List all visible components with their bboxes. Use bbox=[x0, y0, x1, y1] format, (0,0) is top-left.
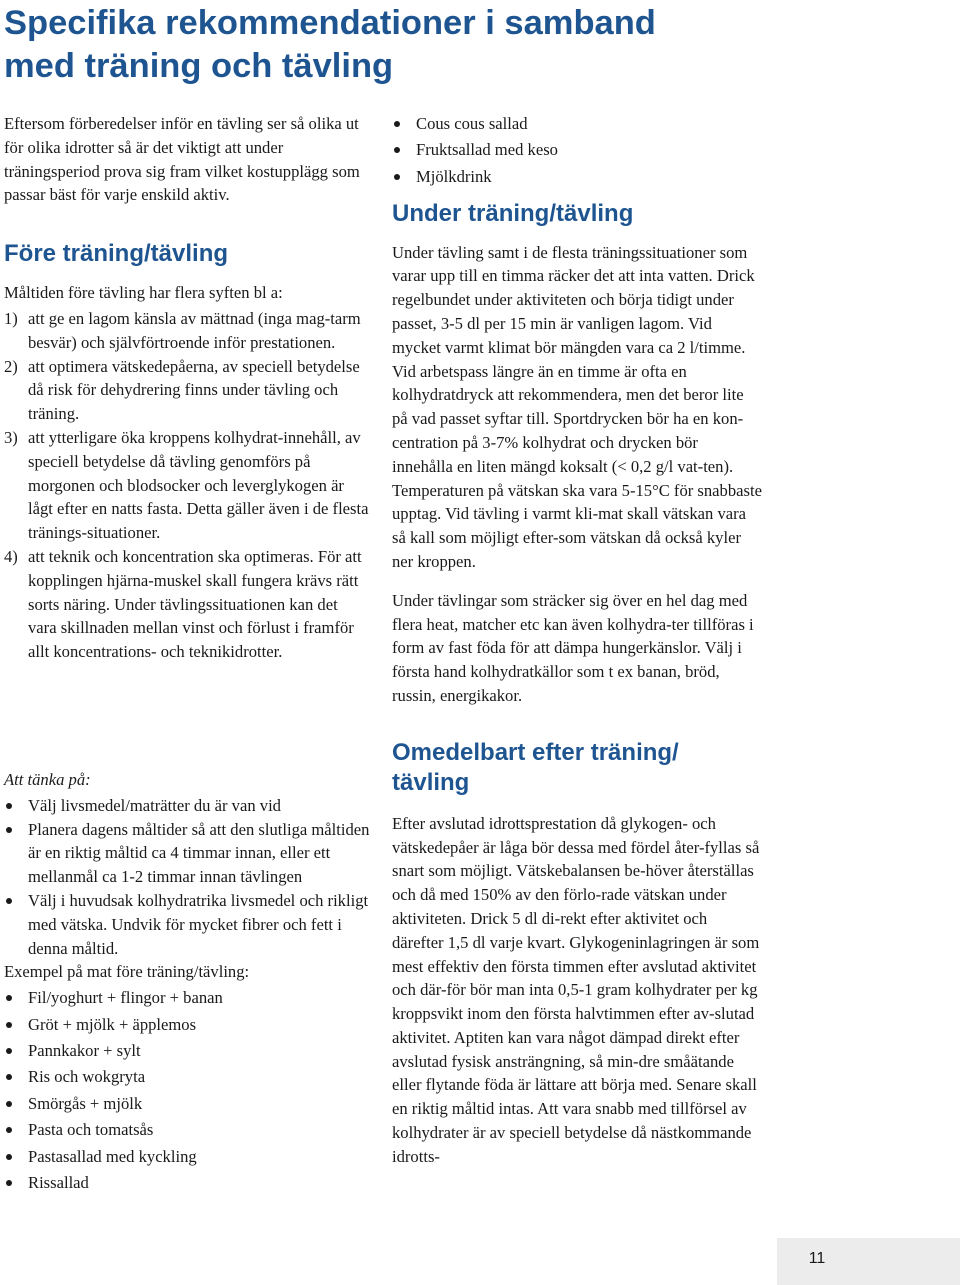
think-label: Att tänka på: bbox=[4, 770, 91, 789]
top-food-list bbox=[392, 112, 762, 189]
page-title bbox=[4, 2, 904, 88]
purpose-item-number: 2) bbox=[4, 356, 18, 376]
page-number-box bbox=[777, 1238, 960, 1285]
examples-label: Exempel på mat före träning/tävling: bbox=[4, 962, 250, 982]
page-title-line-2: med träning och tävling bbox=[4, 47, 394, 85]
purpose-text: Måltiden före tävling har flera syften bl a: bbox=[4, 283, 283, 303]
intro-paragraph: Eftersom förberedelser inför en tävling ser så olika ut för olika idrotter så är det viktigt att under träningsperiod prova sig fram vilket kostupplägg som passar bäst för varje enskild aktiv. bbox=[4, 114, 360, 205]
food-item: Mjölkdrink bbox=[392, 165, 762, 189]
section-heading-after-line-1: Omedelbart efter träning/ bbox=[392, 738, 679, 766]
purpose-list bbox=[4, 307, 370, 664]
page-title-line-1: Specifika rekommendationer i samband bbox=[4, 4, 656, 42]
purpose-item bbox=[4, 545, 370, 664]
example-item: Fil/yoghurt + flingor + banan bbox=[4, 986, 370, 1010]
examples-list bbox=[4, 986, 370, 1195]
section-heading-before: Före träning/tävling bbox=[4, 240, 229, 268]
left-column-lower bbox=[4, 768, 370, 1197]
example-item: Pannkakor + sylt bbox=[4, 1039, 370, 1063]
example-item: Pasta och tomatsås bbox=[4, 1118, 370, 1142]
example-item: Ris och wokgryta bbox=[4, 1065, 370, 1089]
think-list bbox=[4, 794, 370, 961]
think-item: Välj i huvudsak kolhydratrika livsmedel och rikligt med vätska. Undvik för mycket fibrer och fett i denna måltid. bbox=[4, 889, 370, 960]
section-heading-after-line-2: tävling bbox=[392, 768, 470, 796]
purpose-item-text: att ytterligare öka kroppens kolhydrat-innehåll, av speciell betydelse då tävling genomförs på morgonen och blodsocker och leverglykogen är lågt efter en natts fasta. Detta gäller även i de flesta tränings-situationer. bbox=[28, 427, 369, 543]
page-number: 11 bbox=[808, 1250, 826, 1267]
purpose-item-text: att ge en lagom känsla av mättnad (inga mag-tarm besvär) och självförtroende inför prestationen. bbox=[28, 308, 361, 352]
section-heading-after bbox=[392, 738, 762, 798]
food-item: Cous cous sallad bbox=[392, 112, 762, 136]
after-paragraph: Efter avslutad idrottsprestation då glykogen- och vätskedepåer är låga bör dessa med fördel åter-fyllas så snart som möjligt. Vätskebalansen be-höver återställas och då med 150% av den förlo-rade vätskan under aktiviteten. Drick 5 dl di-rekt efter aktivitet och därefter 1,5 dl varje kvart. Glykogeninlagringen är som mest effektiv den första timmen efter avslutad aktivitet och där-för bör man inta 0,5-1 gram kolhydrater per kg kroppsvikt inom den första halvtimmen efter av-slutad aktivitet. Aptiten kan vara något dämpad direkt efter avslutad fysisk ansträngning, så min-dre småätande eller flytande föda är lättare att börja med. Senare skall en riktig måltid intas. Att vara snabb med tillförsel av kolhydrater är av speciell betydelse då nästkommande idrotts- bbox=[392, 813, 760, 1166]
example-item: Pastasallad med kyckling bbox=[4, 1145, 370, 1169]
example-item: Gröt + mjölk + äpplemos bbox=[4, 1013, 370, 1037]
example-item: Rissallad bbox=[4, 1171, 370, 1195]
think-item: Planera dagens måltider så att den slutliga måltiden är en riktig måltid ca 4 timmar innan, eller ett mellanmål ca 1-2 timmar innan tävlingen bbox=[4, 818, 370, 889]
purpose-item bbox=[4, 355, 370, 426]
section-heading-during: Under träning/tävling bbox=[392, 199, 634, 227]
purpose-item-number: 3) bbox=[4, 427, 18, 447]
during-paragraph-1: Under tävling samt i de flesta träningssituationer som varar upp till en timma räcker det att inta vatten. Drick regelbundet under aktiviteten och börja tidigt under passet, 3-5 dl per 15 min är vanligen lagom. Vid mycket varmt klimat bör mängden vara ca 2 l/timme. Vid arbetspass längre än en timme är ofta en kolhydratdryck att rekommendera, men det beror lite på vad passet syftar till. Sportdrycken bör ha en kon-centration på 3-7% kolhydrat och drycken bör innehålla en liten mängd koksalt (< 0,2 g/l vat-ten). Temperaturen på vätskan ska vara 5-15°C för snabbaste upptag. Vid tävling i varmt kli-mat skall vätskan vara så kall som möjligt efter-som vätskan då också kyler ner kroppen. bbox=[392, 242, 762, 571]
during-paragraph-2: Under tävlingar som sträcker sig över en hel dag med flera heat, matcher etc kan även kolhydra-ter tillföras i form av fast föda för att dämpa hungerkänslor. Välj i första hand kolhydratkällor som t ex banan, bröd, russin, energikakor. bbox=[392, 590, 754, 705]
example-item: Smörgås + mjölk bbox=[4, 1092, 370, 1116]
purpose-item-text: att optimera vätskedepåerna, av speciell betydelse då risk för dehydrering finns under tävling och träning. bbox=[28, 356, 360, 424]
think-item: Välj livsmedel/maträtter du är van vid bbox=[4, 794, 370, 818]
purpose-item-number: 4) bbox=[4, 546, 18, 566]
purpose-item-text: att teknik och koncentration ska optimeras. För att kopplingen hjärna-muskel skall fungera krävs rätt sorts näring. Under tävlingssituationen kan det vara skillnaden mellan vinst och förlust i framför allt koncentrations- och teknikidrotter. bbox=[28, 546, 362, 662]
right-column bbox=[392, 112, 762, 1169]
left-column bbox=[4, 112, 370, 664]
purpose-item-number: 1) bbox=[4, 308, 18, 328]
food-item: Fruktsallad med keso bbox=[392, 138, 762, 162]
purpose-item bbox=[4, 307, 370, 355]
purpose-item bbox=[4, 426, 370, 545]
